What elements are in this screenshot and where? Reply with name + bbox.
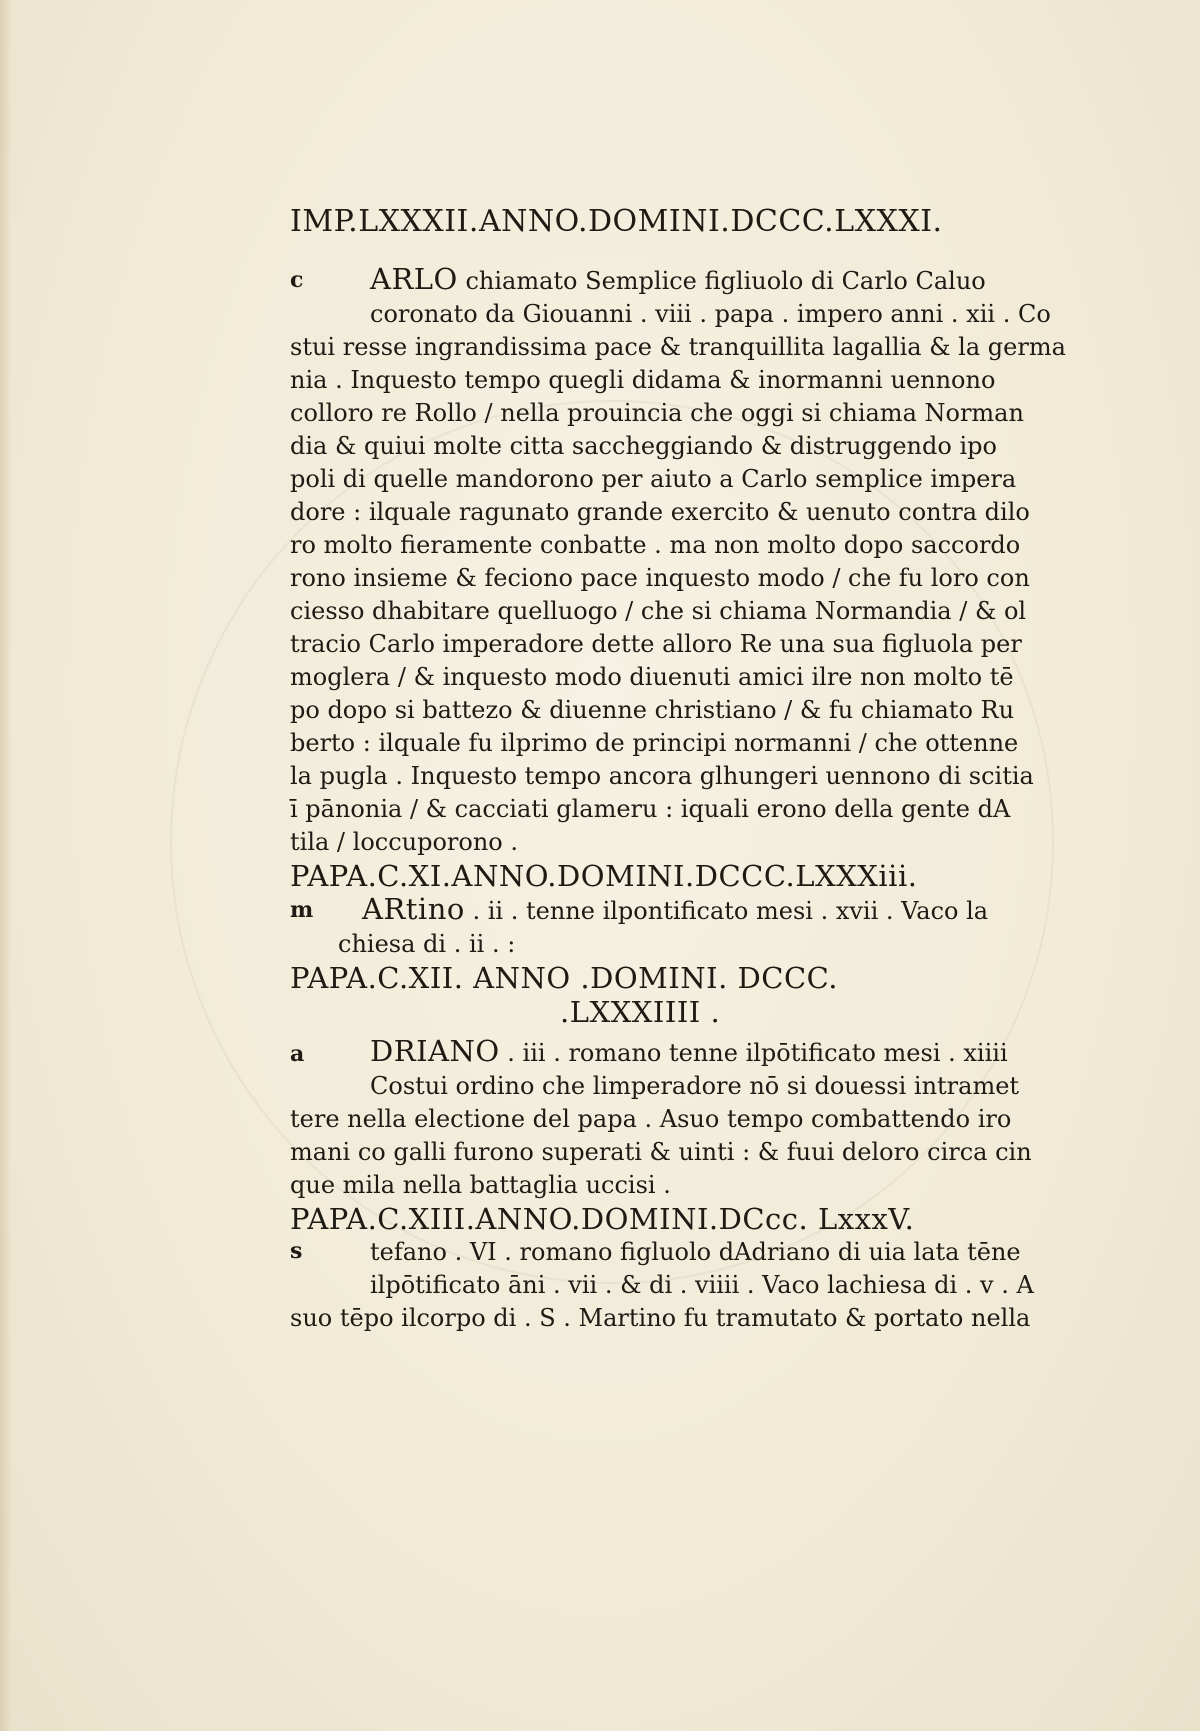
text-line: dia & quiui molte citta saccheggiando & distruggendo ipo [290,432,997,460]
text-line: dore : ilquale ragunato grande exercito & uenuto contra dilo [290,498,1030,526]
text-line: mani co galli furono superati & uinti : & fuui deloro circa cin [290,1138,1032,1166]
chapter-heading-papa-cxi: PAPA.C.XI.ANNO.DOMINI.DCCC.LXXXiii. [290,859,918,893]
text-line: suo tēpo ilcorpo di . S . Martino fu tramutato & portato nella [290,1304,1031,1332]
text-line: . iii . romano tenne ilpōtificato mesi . xiiii [507,1039,1008,1067]
text-line: ilpōtificato āni . vii . & di . viiii . Vaco lachiesa di . v . A [370,1271,1034,1299]
text-line: la pugla . Inquesto tempo ancora glhungeri uennono di scitia [290,762,1034,790]
initial-guide-letter: m [290,897,314,923]
text-line: ī pānonia / & cacciati glameru : iquali erono della gente dA [290,795,1011,823]
initial-guide-letter: s [290,1238,303,1264]
opening-word: ARLO [370,262,458,296]
text-line: ciesso dhabitare quelluogo / che si chiama Normandia / & ol [290,597,1027,625]
text-line: berto : ilquale fu ilprimo de principi normanni / che ottenne [290,729,1019,757]
text-line: tefano . VI . romano figluolo dAdriano di uia lata tēne [370,1238,1021,1266]
text-line: po dopo si battezo & diuenne christiano / & fu chiamato Ru [290,696,1015,724]
text-line: nia . Inquesto tempo quegli didama & inormanni uennono [290,366,996,394]
text-line: ro molto fieramente conbatte . ma non molto dopo saccordo [290,531,1021,559]
text-line: chiamato Semplice figliuolo di Carlo Caluo [465,267,986,295]
chapter-heading-papa-cxiii: PAPA.C.XIII.ANNO.DOMINI.DCcc. LxxxV. [290,1202,915,1236]
chapter-heading-papa-cxii: PAPA.C.XII. ANNO .DOMINI. DCCC. [290,961,839,995]
paragraph-adriano [290,1034,1032,1202]
text-line: tila / loccuporono . [290,828,519,856]
paragraph-martino [290,893,990,961]
text-line: que mila nella battaglia uccisi . [290,1171,671,1199]
initial-guide-letter: c [290,267,304,293]
text-line: stui resse ingrandissima pace & tranquillita lagallia & la germa [290,333,1066,361]
opening-word: DRIANO [370,1034,500,1068]
opening-word: ARtino [362,892,465,926]
text-line: moglera / & inquesto modo diuenuti amici ilre non molto tē [290,663,1014,691]
initial-guide-letter: a [290,1041,305,1067]
text-line: . ii . tenne ilpontificato mesi . xvii . Vaco la [472,897,989,925]
text-line: tracio Carlo imperadore dette alloro Re una sua figluola per [290,630,1022,658]
paragraph-stefano [290,1236,1034,1335]
text-line: colloro re Rollo / nella prouincia che oggi si chiama Norman [290,399,1024,427]
paragraph-carlo [290,262,1066,859]
page-text [290,204,1066,1335]
chapter-heading-imp-lxxxii: IMP.LXXXII.ANNO.DOMINI.DCCC.LXXXI. [290,204,943,239]
text-line: chiesa di . ii . : [338,930,516,958]
chapter-heading-papa-cxii-cont: .LXXXIIII . [560,995,721,1029]
text-line: rono insieme & feciono pace inquesto modo / che fu loro con [290,564,1030,592]
text-line: coronato da Giouanni . viii . papa . impero anni . xii . Co [370,300,1051,328]
text-line: Costui ordino che limperadore nō si douessi intramet [370,1072,1020,1100]
text-line: tere nella electione del papa . Asuo tempo combattendo iro [290,1105,1012,1133]
text-line: poli di quelle mandorono per aiuto a Carlo semplice impera [290,465,1017,493]
